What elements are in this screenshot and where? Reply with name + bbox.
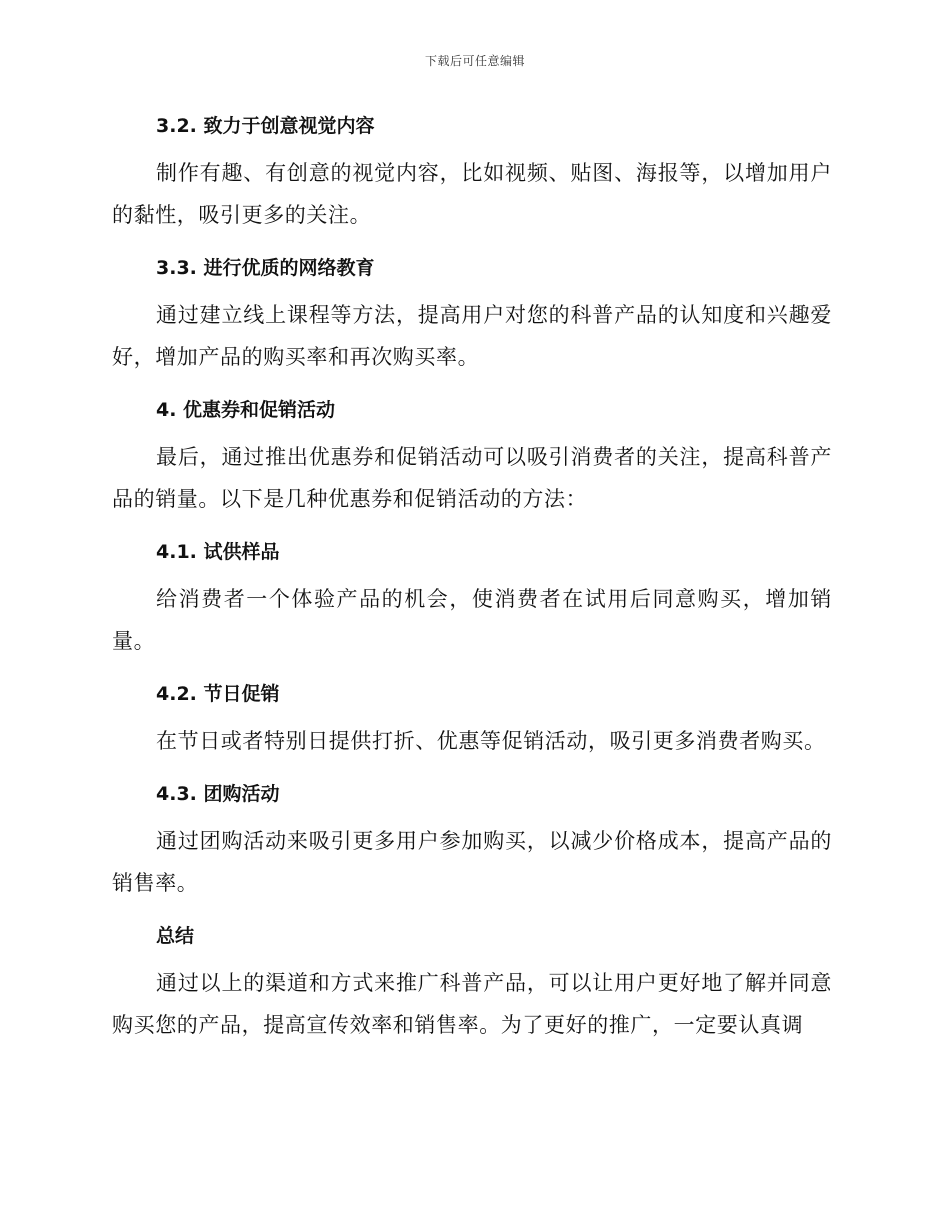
document-body <box>112 106 832 1058</box>
section-heading-4: 4. 优惠券和促销活动 <box>156 399 336 421</box>
paragraph: 给消费者一个体验产品的机会，使消费者在试用后同意购买，增加销量。 <box>112 587 832 653</box>
section-heading-4-2: 4.2. 节日促销 <box>156 683 280 705</box>
section-heading-4-3: 4.3. 团购活动 <box>156 783 280 805</box>
paragraph: 最后，通过推出优惠券和促销活动可以吸引消费者的关注，提高科普产品的销量。以下是几种优惠券和促销活动的方法： <box>112 445 832 511</box>
paragraph: 通过建立线上课程等方法，提高用户对您的科普产品的认知度和兴趣爱好，增加产品的购买率和再次购买率。 <box>112 303 832 369</box>
paragraph: 通过以上的渠道和方式来推广科普产品，可以让用户更好地了解并同意购买您的产品，提高宣传效率和销售率。为了更好的推广，一定要认真调 <box>112 971 832 1037</box>
section-heading-4-1: 4.1. 试供样品 <box>156 541 280 563</box>
section-heading-summary: 总结 <box>156 925 195 947</box>
section-heading-3-3: 3.3. 进行优质的网络教育 <box>156 257 375 279</box>
paragraph: 通过团购活动来吸引更多用户参加购买，以减少价格成本，提高产品的销售率。 <box>112 829 832 895</box>
section-heading-3-2: 3.2. 致力于创意视觉内容 <box>156 115 375 137</box>
paragraph: 制作有趣、有创意的视觉内容，比如视频、贴图、海报等，以增加用户的黏性，吸引更多的关注。 <box>112 161 832 227</box>
paragraph: 在节日或者特别日提供打折、优惠等促销活动，吸引更多消费者购买。 <box>156 729 826 753</box>
page-header: 下载后可任意编辑 <box>424 54 525 68</box>
